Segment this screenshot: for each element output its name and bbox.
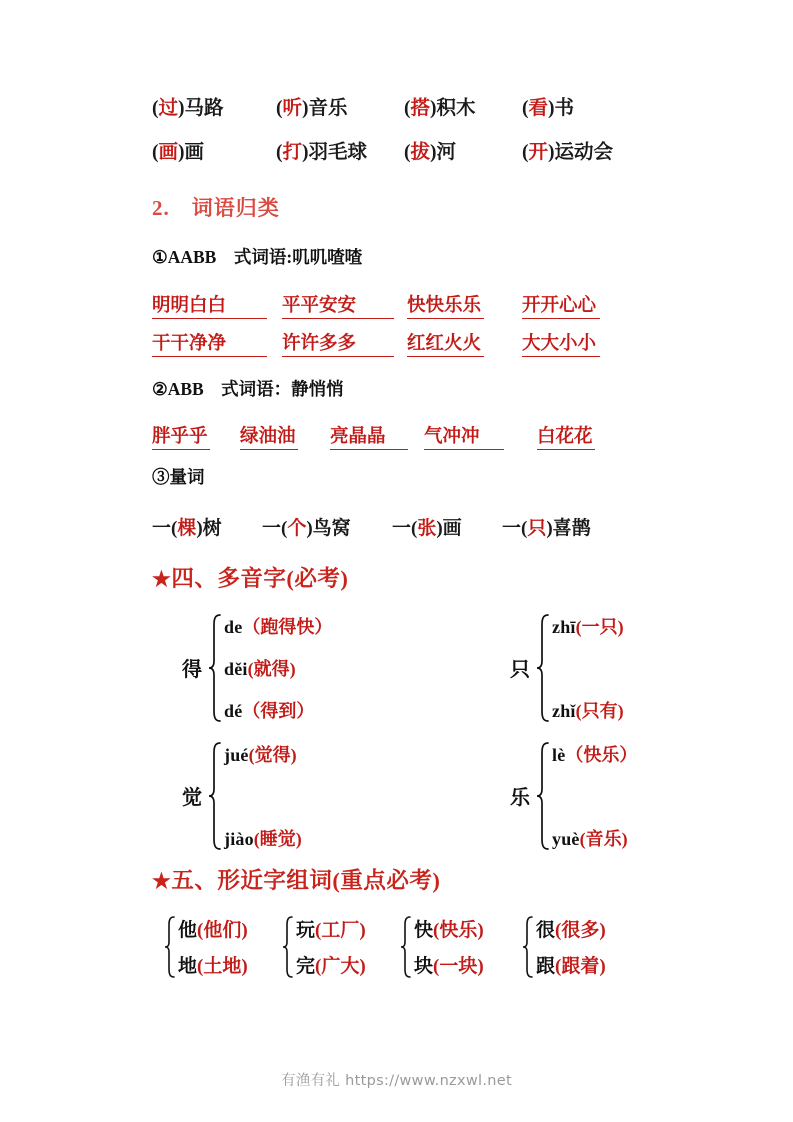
phrase-close-paren: ) bbox=[430, 98, 437, 119]
char: 快 bbox=[414, 920, 434, 941]
subsection-text: 式词语:叽叽喳喳 bbox=[216, 247, 363, 267]
pinyin: zhī bbox=[552, 617, 576, 637]
polyphone-entry bbox=[552, 825, 628, 851]
phrase-item bbox=[522, 92, 574, 120]
star-icon: ★ bbox=[152, 567, 172, 591]
example-word: (工厂) bbox=[315, 920, 366, 941]
similar-char-entry bbox=[536, 915, 606, 942]
example-word: （快乐） bbox=[565, 745, 638, 765]
phrase-open-paren: ( bbox=[276, 98, 283, 119]
char: 玩 bbox=[296, 920, 316, 941]
section-heading-ciyu-guilei: 2. 词语归类 bbox=[152, 196, 280, 220]
abb-word: 亮晶晶 bbox=[330, 422, 408, 450]
phrase-rest: 马路 bbox=[184, 98, 224, 119]
star-icon: ★ bbox=[152, 869, 172, 893]
phrase-rest: 画 bbox=[184, 142, 205, 163]
pinyin: dé bbox=[224, 701, 243, 721]
polyphone-entry bbox=[552, 741, 637, 767]
example-word: (睡觉) bbox=[253, 829, 302, 849]
phrase-row bbox=[152, 136, 652, 180]
polyphone-char: 只 bbox=[510, 659, 530, 681]
abb-word: 白花花 bbox=[537, 422, 595, 450]
phrase-rest: 运动会 bbox=[554, 142, 614, 163]
polyphone-entry bbox=[552, 697, 624, 723]
phrase-open-paren: ( bbox=[404, 142, 411, 163]
brace-icon bbox=[208, 613, 222, 723]
phrase-open-paren: ( bbox=[152, 142, 159, 163]
pinyin: děi bbox=[224, 659, 248, 679]
pinyin: yuè bbox=[552, 829, 580, 849]
char: 块 bbox=[414, 956, 434, 977]
footer-watermark: 有渔有礼 https://www.nzxwl.net bbox=[281, 1073, 512, 1089]
brace-icon bbox=[208, 741, 222, 851]
aabb-word: 平平安安 bbox=[282, 291, 394, 319]
example-word: (土地) bbox=[197, 956, 248, 977]
brace-icon bbox=[164, 915, 176, 984]
char: 完 bbox=[296, 956, 316, 977]
example-word: (只有) bbox=[575, 701, 624, 721]
phrase-close-paren: ) bbox=[430, 142, 437, 163]
phrase-item bbox=[152, 92, 224, 120]
measure-suffix: )鸟窝 bbox=[306, 518, 351, 539]
pinyin: lè bbox=[552, 745, 566, 765]
abb-word-row bbox=[152, 422, 652, 460]
pinyin: jué bbox=[224, 745, 249, 765]
example-word: (音乐) bbox=[579, 829, 628, 849]
phrase-close-paren: ) bbox=[178, 142, 185, 163]
phrase-key-char: 拔 bbox=[410, 142, 431, 163]
aabb-word: 红红火火 bbox=[407, 329, 484, 357]
abb-word: 气冲冲 bbox=[424, 422, 504, 450]
phrase-item bbox=[404, 92, 476, 120]
similar-char-entry bbox=[178, 951, 248, 978]
aabb-word: 快快乐乐 bbox=[407, 291, 484, 319]
example-word: （跑得快） bbox=[242, 617, 333, 637]
phrase-key-char: 画 bbox=[158, 142, 179, 163]
phrase-close-paren: ) bbox=[178, 98, 185, 119]
similar-char-entry bbox=[414, 951, 484, 978]
brace-icon bbox=[536, 741, 550, 851]
phrase-open-paren: ( bbox=[152, 98, 159, 119]
phrase-item bbox=[152, 136, 204, 164]
phrase-item bbox=[404, 136, 456, 164]
similar-char-area bbox=[152, 915, 652, 990]
aabb-word: 大大小小 bbox=[522, 329, 600, 357]
phrase-rest: 积木 bbox=[436, 98, 476, 119]
pinyin: de bbox=[224, 617, 243, 637]
example-word: (他们) bbox=[197, 920, 248, 941]
abb-word: 绿油油 bbox=[240, 422, 298, 450]
measure-key-char: 张 bbox=[417, 518, 437, 539]
measure-key-char: 个 bbox=[287, 518, 307, 539]
section-heading-text: 五、形近字组词(重点必考) bbox=[171, 868, 441, 893]
similar-char-entry bbox=[296, 951, 366, 978]
polyphone-entry bbox=[224, 613, 332, 639]
subsection-marker: ② bbox=[152, 379, 168, 399]
subsection-marker: ① bbox=[152, 247, 168, 267]
measure-item bbox=[262, 513, 351, 540]
phrase-rest: 书 bbox=[554, 98, 575, 119]
measure-prefix: 一( bbox=[502, 518, 528, 539]
phrase-rest: 河 bbox=[436, 142, 457, 163]
example-word: (跟着) bbox=[555, 956, 606, 977]
polyphone-char: 觉 bbox=[182, 787, 202, 809]
brace-icon bbox=[536, 613, 550, 723]
measure-item bbox=[392, 513, 462, 540]
example-word: (广大) bbox=[315, 956, 366, 977]
measure-word-row bbox=[152, 513, 652, 551]
brace-icon bbox=[400, 915, 412, 984]
section-heading-text: 四、多音字(必考) bbox=[171, 566, 349, 591]
measure-key-char: 只 bbox=[527, 518, 547, 539]
polyphone-entry bbox=[552, 613, 624, 639]
phrase-key-char: 过 bbox=[158, 98, 179, 119]
aabb-word-row bbox=[152, 291, 652, 329]
pinyin: zhǐ bbox=[552, 701, 576, 721]
brace-icon bbox=[282, 915, 294, 984]
polyphone-entry bbox=[224, 697, 314, 723]
polyphone-char: 乐 bbox=[510, 787, 530, 809]
brace-icon bbox=[522, 915, 534, 984]
phrase-key-char: 听 bbox=[282, 98, 303, 119]
subsection-marker: ③ bbox=[152, 467, 170, 487]
char: 跟 bbox=[536, 956, 556, 977]
polyphone-entry bbox=[224, 825, 302, 851]
phrase-open-paren: ( bbox=[522, 142, 529, 163]
example-word: (快乐) bbox=[433, 920, 484, 941]
measure-prefix: 一( bbox=[262, 518, 288, 539]
example-word: (一块) bbox=[433, 956, 484, 977]
phrase-key-char: 看 bbox=[528, 98, 549, 119]
char: 很 bbox=[536, 920, 556, 941]
measure-key-char: 棵 bbox=[177, 518, 197, 539]
polyphone-entry bbox=[224, 741, 297, 767]
subsection-latin: ABB bbox=[167, 379, 204, 399]
example-word: (很多) bbox=[555, 920, 606, 941]
subsection-text: 式词语：静悄悄 bbox=[203, 379, 344, 399]
measure-suffix: )喜鹊 bbox=[546, 518, 591, 539]
subsection-liangci-heading bbox=[152, 464, 652, 489]
subsection-latin: AABB bbox=[167, 247, 217, 267]
phrase-open-paren: ( bbox=[404, 98, 411, 119]
polyphone-area bbox=[152, 613, 652, 863]
abb-word: 胖乎乎 bbox=[152, 422, 210, 450]
aabb-word: 许许多多 bbox=[282, 329, 394, 357]
phrase-close-paren: ) bbox=[548, 98, 555, 119]
similar-char-entry bbox=[178, 915, 248, 942]
example-word: （得到） bbox=[242, 701, 315, 721]
phrase-item bbox=[522, 136, 613, 164]
similar-char-entry bbox=[414, 915, 484, 942]
pinyin: jiào bbox=[224, 829, 254, 849]
phrase-key-char: 打 bbox=[282, 142, 303, 163]
section-heading-xingjinzi bbox=[152, 863, 652, 895]
subsection-abb-heading bbox=[152, 376, 652, 401]
polyphone-char: 得 bbox=[182, 659, 202, 681]
document-content bbox=[152, 92, 652, 990]
phrase-key-char: 搭 bbox=[410, 98, 431, 119]
example-word: (一只) bbox=[575, 617, 624, 637]
phrase-rest: 羽毛球 bbox=[308, 142, 368, 163]
example-word: (觉得) bbox=[248, 745, 297, 765]
subsection-text: 量词 bbox=[169, 467, 205, 487]
phrase-open-paren: ( bbox=[276, 142, 283, 163]
measure-prefix: 一( bbox=[392, 518, 418, 539]
subsection-aabb-heading bbox=[152, 244, 652, 269]
aabb-word: 干干净净 bbox=[152, 329, 267, 357]
measure-suffix: )画 bbox=[436, 518, 462, 539]
section-heading-duoyinzi bbox=[152, 561, 652, 593]
char: 地 bbox=[178, 956, 198, 977]
phrase-item bbox=[276, 92, 348, 120]
polyphone-entry bbox=[224, 655, 296, 681]
similar-char-entry bbox=[296, 915, 366, 942]
aabb-word: 开开心心 bbox=[522, 291, 600, 319]
phrase-key-char: 开 bbox=[528, 142, 549, 163]
example-word: (就得) bbox=[247, 659, 296, 679]
measure-suffix: )树 bbox=[196, 518, 222, 539]
measure-item bbox=[502, 513, 591, 540]
phrase-close-paren: ) bbox=[302, 98, 309, 119]
aabb-word-row bbox=[152, 329, 652, 367]
phrase-item bbox=[276, 136, 367, 164]
phrase-rest: 音乐 bbox=[308, 98, 348, 119]
measure-prefix: 一( bbox=[152, 518, 178, 539]
char: 他 bbox=[178, 920, 198, 941]
phrase-row bbox=[152, 92, 652, 136]
similar-char-entry bbox=[536, 951, 606, 978]
measure-item bbox=[152, 513, 222, 540]
phrase-close-paren: ) bbox=[548, 142, 555, 163]
phrase-open-paren: ( bbox=[522, 98, 529, 119]
aabb-word: 明明白白 bbox=[152, 291, 267, 319]
phrase-close-paren: ) bbox=[302, 142, 309, 163]
